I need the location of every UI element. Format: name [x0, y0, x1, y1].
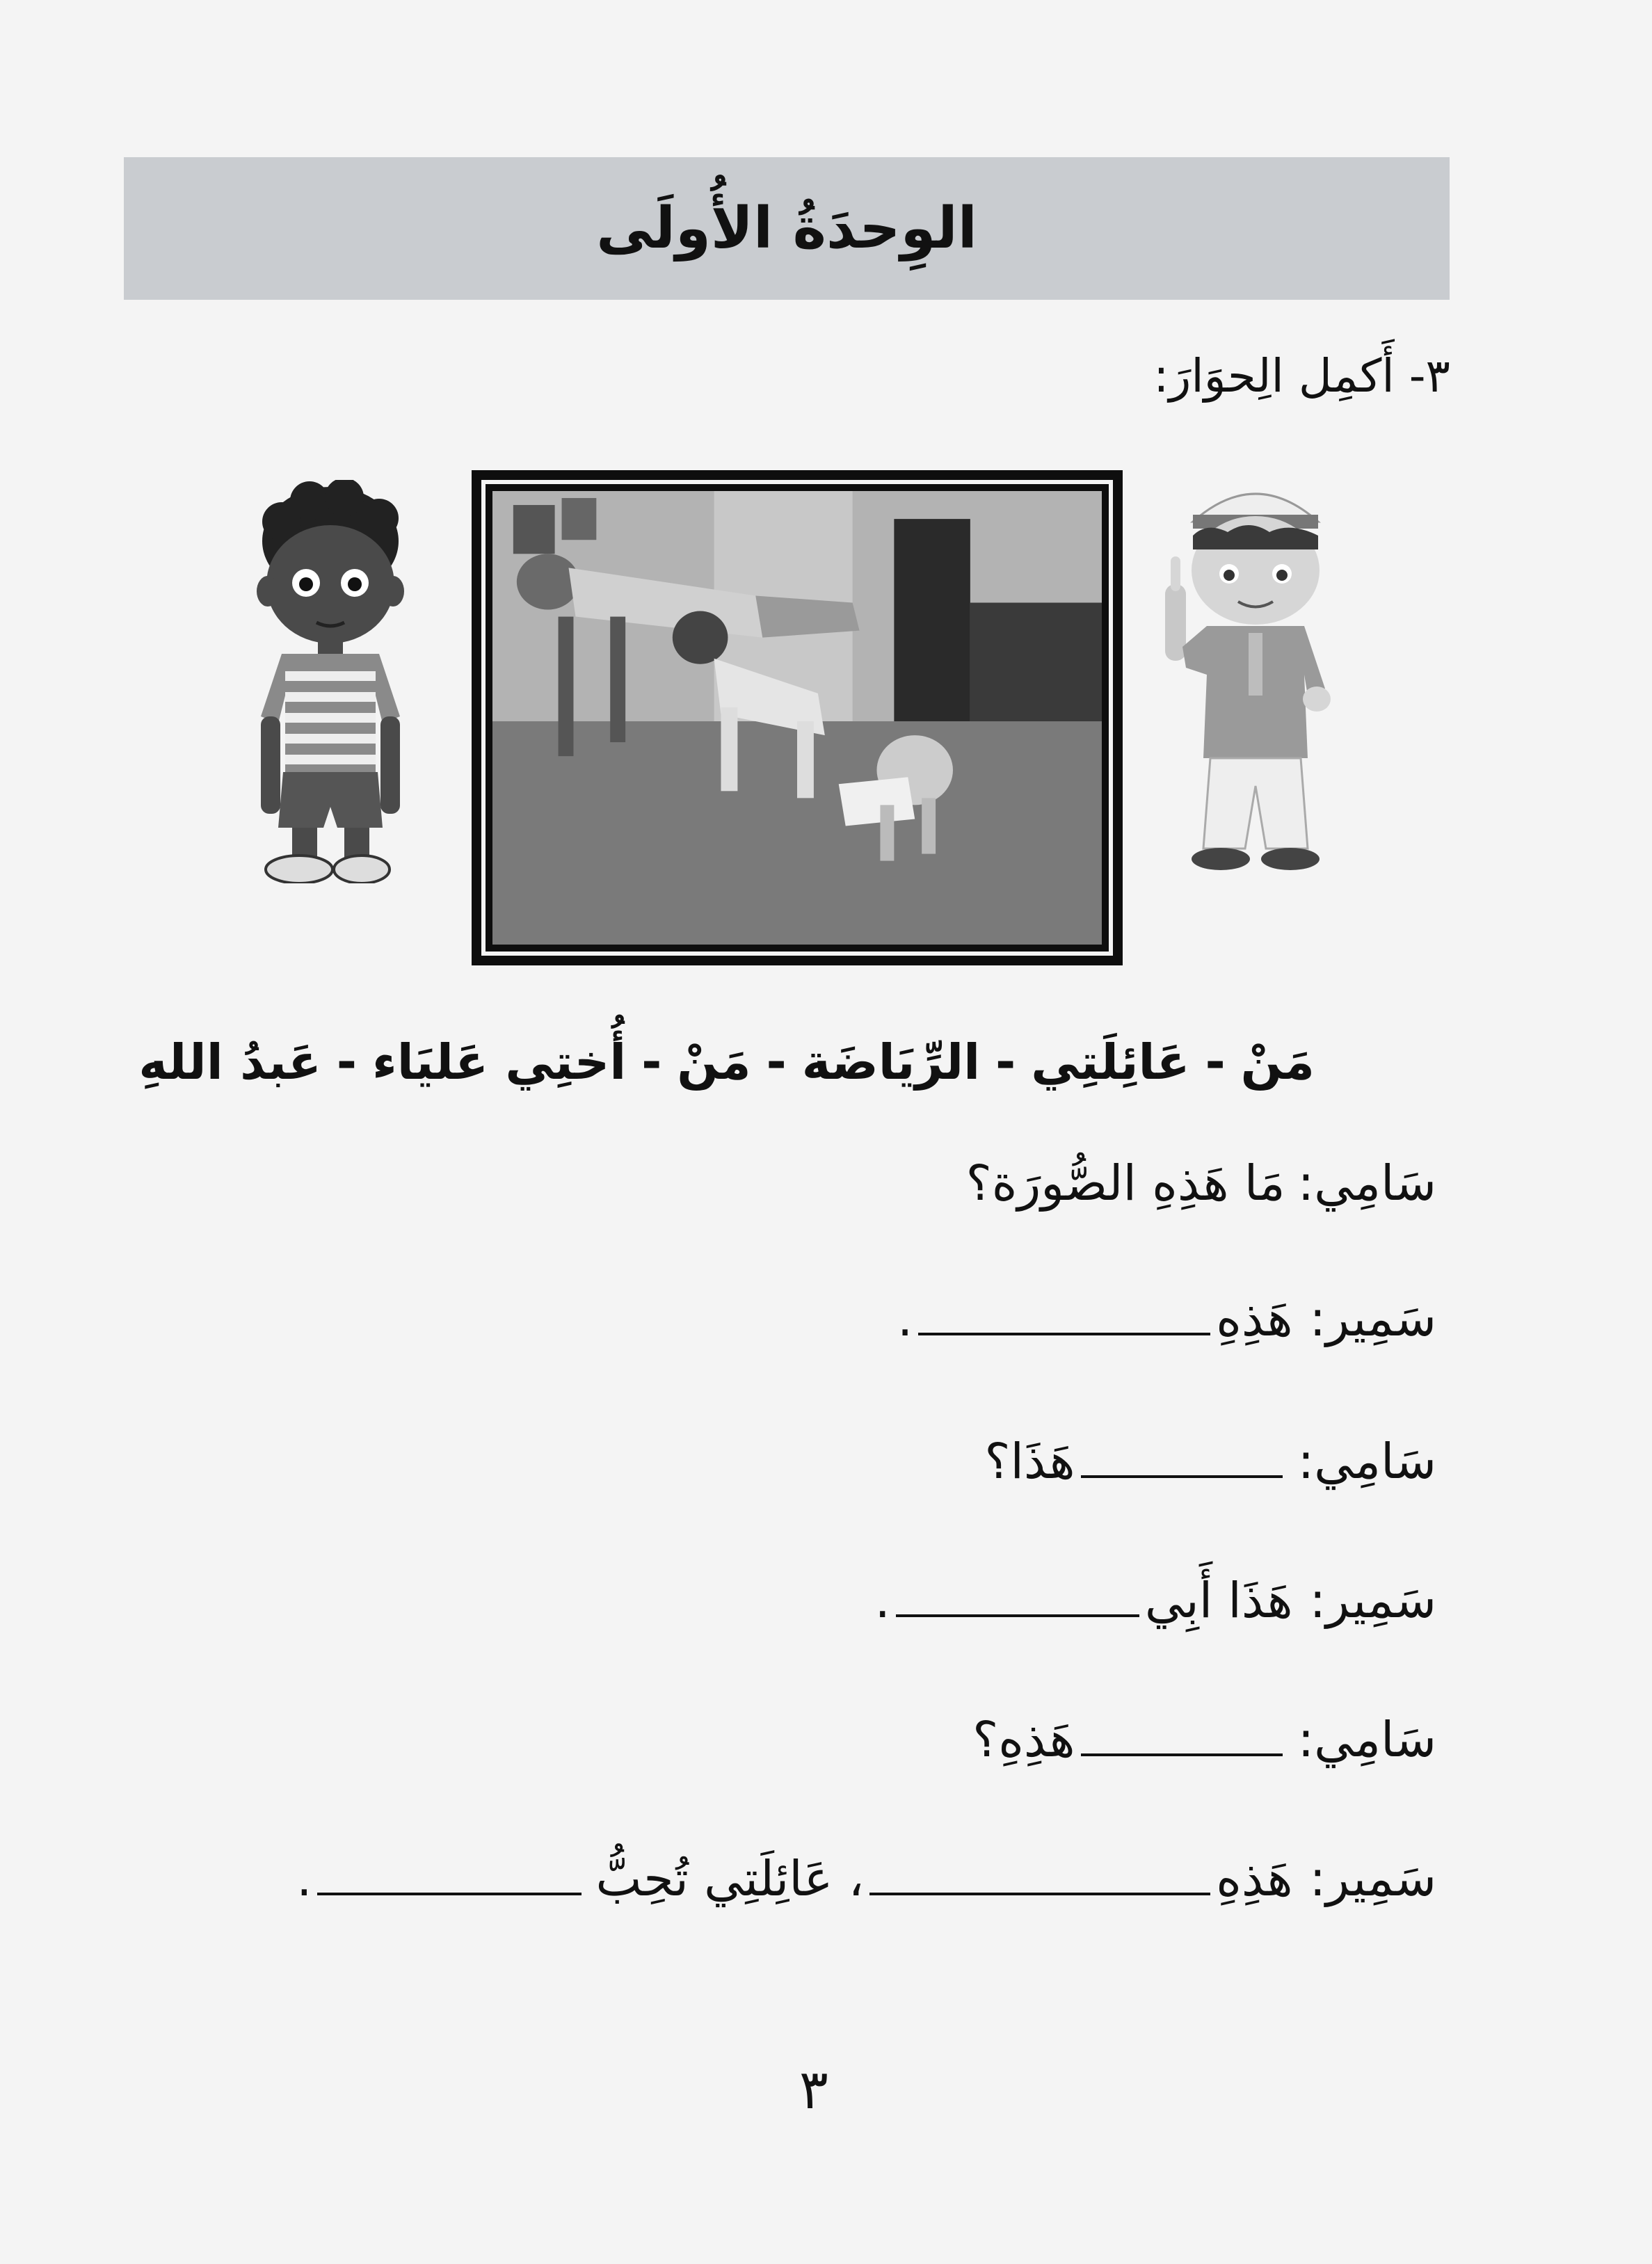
word-bank-item: الرِّيَاضَة: [801, 1034, 981, 1091]
speaker-name: سَامِي:: [1297, 1711, 1436, 1768]
unit-banner: [124, 157, 1450, 300]
speaker-name: سَمِير:: [1309, 1290, 1436, 1347]
word-separator: -: [641, 1034, 662, 1091]
answer-blank[interactable]: [317, 1854, 582, 1895]
dialogue-line-6: [296, 1850, 1436, 1907]
word-bank-item: أُختِي عَليَاء: [371, 1034, 627, 1091]
word-separator: -: [995, 1034, 1016, 1091]
unit-title: الوِحدَةُ الأُولَى: [596, 195, 977, 262]
word-separator: -: [1205, 1034, 1226, 1091]
word-separator: -: [336, 1034, 357, 1091]
dialogue-punctuation: .: [296, 1850, 312, 1907]
speaker-name: سَمِير:: [1309, 1850, 1436, 1907]
answer-blank[interactable]: [1081, 1715, 1283, 1756]
word-separator: -: [766, 1034, 787, 1091]
answer-blank[interactable]: [1081, 1436, 1283, 1478]
boy-left-illustration: [240, 480, 421, 883]
dialogue-text: هَذِهِ: [1216, 1290, 1293, 1347]
word-bank: [138, 1034, 1315, 1091]
answer-blank[interactable]: [918, 1294, 1210, 1335]
dialogue-line-2: [897, 1290, 1436, 1347]
page-number: ٣: [799, 2059, 828, 2121]
word-bank-item: عَبدُ اللهِ: [138, 1034, 321, 1091]
speaker-name: سَمِير:: [1309, 1572, 1436, 1629]
family-photo-frame: [472, 470, 1123, 965]
word-bank-item: عَائِلَتِي: [1031, 1034, 1190, 1091]
dialogue-punctuation: .: [897, 1290, 913, 1347]
dialogue-text: هَذَا أَبِي: [1144, 1572, 1293, 1629]
answer-blank[interactable]: [869, 1854, 1210, 1895]
family-exercise-photo: [492, 491, 1102, 945]
dialogue-punctuation: .: [874, 1572, 890, 1629]
answer-blank[interactable]: [896, 1575, 1139, 1617]
dialogue-line-1: [966, 1155, 1436, 1212]
dialogue-text: هَذَا؟: [984, 1433, 1075, 1490]
dialogue-text: مَا هَذِهِ الصُّورَة؟: [965, 1155, 1285, 1212]
dialogue-text: هَذِهِ: [1216, 1850, 1293, 1907]
word-bank-item: مَنْ: [1240, 1034, 1315, 1091]
speaker-name: سَامِي:: [1297, 1155, 1436, 1212]
dialogue-line-5: [972, 1711, 1436, 1768]
dialogue-text: هَذِهِ؟: [972, 1711, 1075, 1768]
dialogue-text: ، عَائِلَتِي تُحِبُّ: [595, 1850, 865, 1907]
dialogue-line-4: [875, 1572, 1436, 1629]
exercise-instruction: ٣- أَكمِل الِحوَارَ:: [1153, 349, 1450, 403]
boy-right-illustration: [1151, 459, 1360, 876]
speaker-name: سَامِي:: [1297, 1433, 1436, 1490]
word-bank-item: مَنْ: [677, 1034, 751, 1091]
dialogue-line-3: [984, 1433, 1436, 1490]
